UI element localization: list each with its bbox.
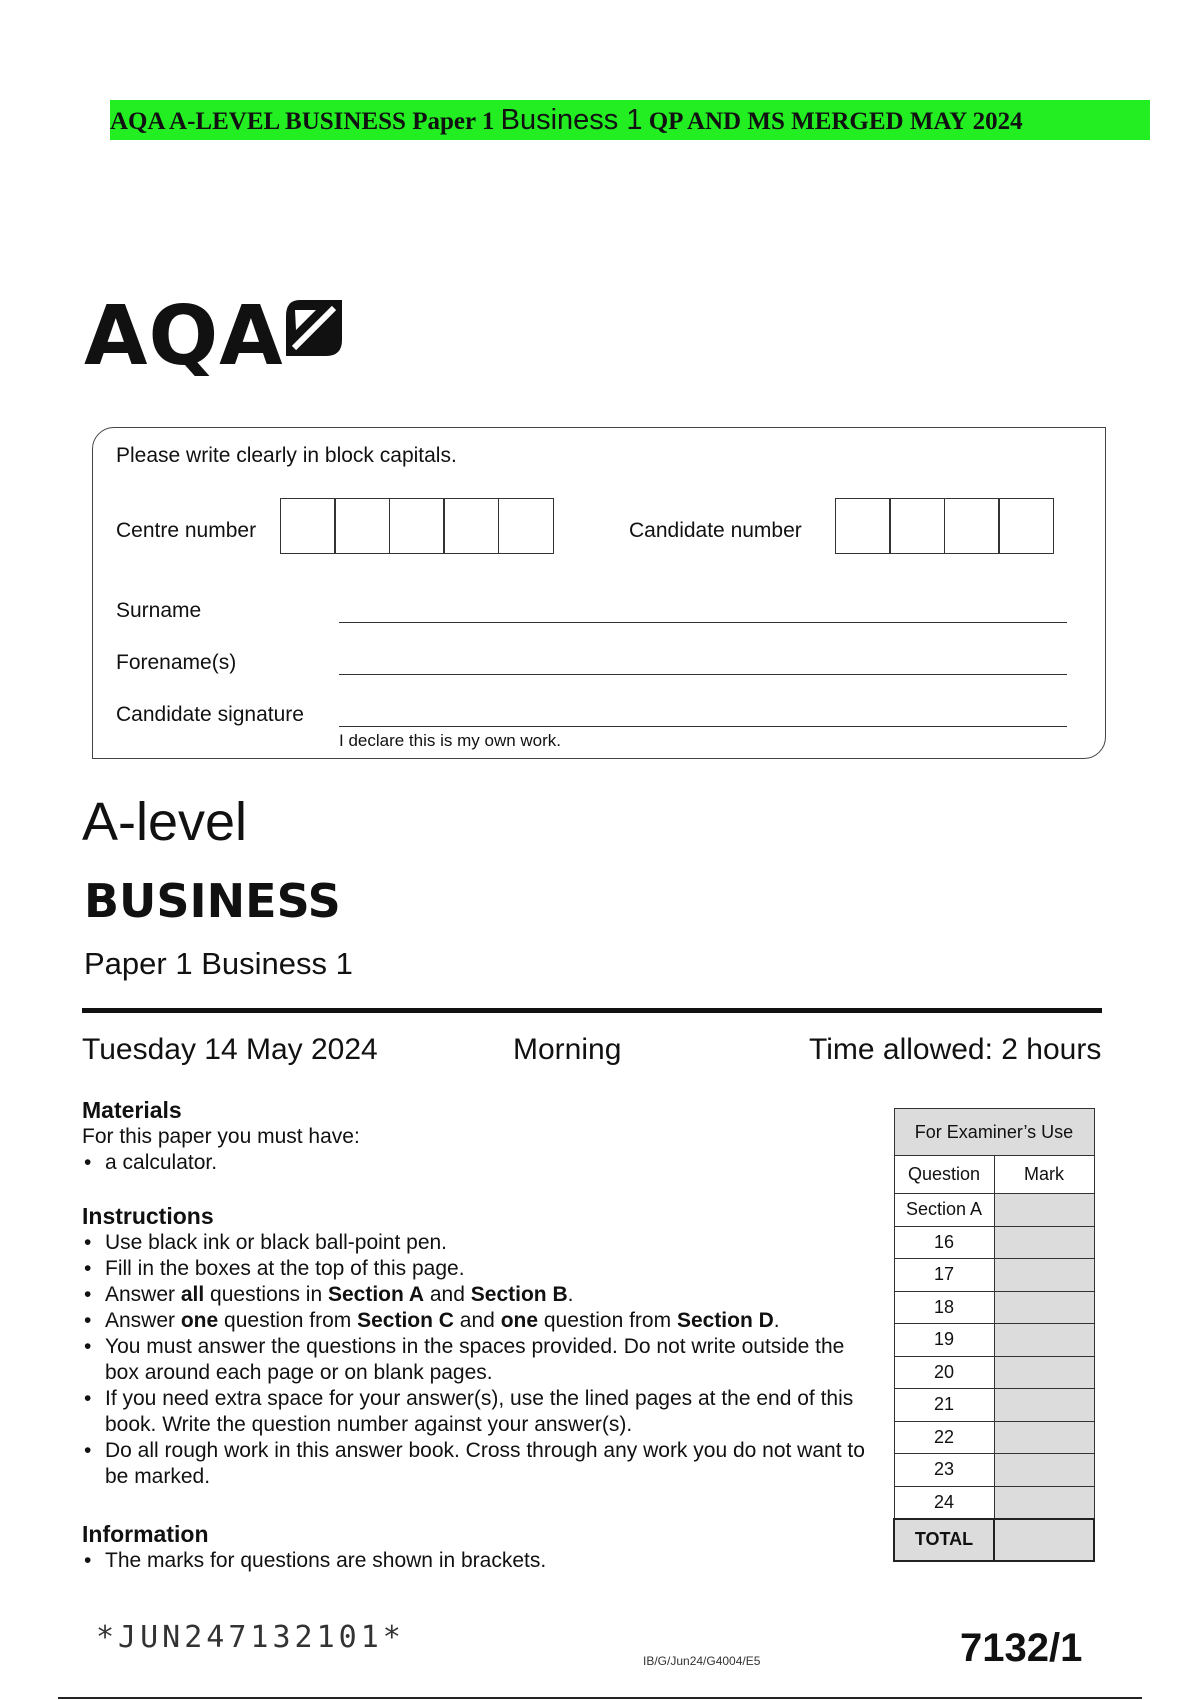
table-row: Section A xyxy=(894,1194,1094,1227)
mark-cell xyxy=(994,1226,1094,1259)
materials-item: • a calculator. xyxy=(82,1150,862,1176)
surname-label: Surname xyxy=(116,599,202,622)
mark-cell xyxy=(994,1291,1094,1324)
mark-cell xyxy=(994,1356,1094,1389)
information-item: • The marks for questions are shown in brackets. xyxy=(82,1548,862,1574)
table-row: 23 xyxy=(894,1454,1094,1487)
instructions-section xyxy=(82,1203,872,1490)
table-row: 20 xyxy=(894,1356,1094,1389)
time-allowed: Time allowed: 2 hours xyxy=(809,1033,1102,1066)
centre-number-label: Centre number xyxy=(116,519,257,542)
total-label: TOTAL xyxy=(894,1519,994,1561)
instruction-item: • You must answer the questions in the spaces provided. Do not write outside the box around each page or on blank pages. xyxy=(82,1334,872,1386)
instruction-item: • If you need extra space for your answer(s), use the lined pages at the end of this book. Write the question number against your answer(s). xyxy=(82,1386,872,1438)
table-row: 19 xyxy=(894,1324,1094,1357)
forenames-field[interactable] xyxy=(339,674,1067,675)
total-row xyxy=(894,1519,1094,1561)
instruction-item: • Fill in the boxes at the top of this page. xyxy=(82,1256,872,1282)
centre-digit-box[interactable] xyxy=(389,498,445,554)
mark-cell xyxy=(994,1324,1094,1357)
instruction-item: • Answer all questions in Section A and Section B. xyxy=(82,1282,872,1308)
mark-cell xyxy=(994,1259,1094,1292)
candidate-digit-box[interactable] xyxy=(998,498,1054,554)
materials-section xyxy=(82,1097,862,1176)
table-row: 24 xyxy=(894,1486,1094,1519)
banner-title-part2: Business 1 xyxy=(500,104,643,136)
candidate-digit-box[interactable] xyxy=(889,498,945,554)
table-row: 16 xyxy=(894,1226,1094,1259)
materials-intro: For this paper you must have: xyxy=(82,1125,360,1148)
signature-field[interactable] xyxy=(339,726,1067,727)
reference-code: IB/G/Jun24/G4004/E5 xyxy=(643,1654,761,1668)
mark-cell xyxy=(994,1454,1094,1487)
surname-field[interactable] xyxy=(339,622,1067,623)
centre-digit-box[interactable] xyxy=(280,498,336,554)
mark-cell xyxy=(994,1389,1094,1422)
candidate-number-label: Candidate number xyxy=(629,519,802,542)
instructions-heading: Instructions xyxy=(82,1203,214,1229)
signature-label: Candidate signature xyxy=(116,703,304,726)
exam-subject: BUSINESS xyxy=(84,874,341,928)
materials-heading: Materials xyxy=(82,1097,182,1123)
exam-session: Morning xyxy=(513,1033,622,1066)
title-banner xyxy=(110,100,1150,140)
table-row: 21 xyxy=(894,1389,1094,1422)
instruction-item: • Do all rough work in this answer book. Cross through any work you do not want to be marked. xyxy=(82,1438,872,1490)
candidate-digit-box[interactable] xyxy=(835,498,891,554)
information-heading: Information xyxy=(82,1521,209,1547)
examiners-use-table xyxy=(893,1108,1095,1562)
candidate-number-boxes[interactable] xyxy=(836,498,1054,554)
total-mark-cell xyxy=(994,1519,1094,1561)
instruction-item: • Use black ink or black ball-point pen. xyxy=(82,1230,872,1256)
exam-level: A-level xyxy=(82,792,248,852)
instruction-item: • Answer one question from Section C and one question from Section D. xyxy=(82,1308,872,1334)
declaration-text: I declare this is my own work. xyxy=(339,731,562,750)
exam-paper: Paper 1 Business 1 xyxy=(84,946,353,981)
candidate-digit-box[interactable] xyxy=(944,498,1000,554)
barcode-text: *JUN247132101* xyxy=(96,1620,405,1655)
mark-cell xyxy=(994,1194,1094,1227)
forenames-label: Forename(s) xyxy=(116,651,237,674)
footer-divider xyxy=(58,1697,1142,1699)
divider xyxy=(82,1008,1102,1013)
banner-title-part3: QP AND MS MERGED MAY 2024 xyxy=(648,108,1023,135)
centre-number-boxes[interactable] xyxy=(281,498,554,554)
aqa-logo-mark-icon xyxy=(286,300,342,356)
column-header-question: Question xyxy=(894,1156,994,1194)
exam-date: Tuesday 14 May 2024 xyxy=(82,1033,378,1066)
information-section xyxy=(82,1521,862,1574)
centre-digit-box[interactable] xyxy=(334,498,390,554)
mark-cell xyxy=(994,1486,1094,1519)
mark-cell xyxy=(994,1421,1094,1454)
form-instruction: Please write clearly in block capitals. xyxy=(116,444,457,467)
column-header-mark: Mark xyxy=(994,1156,1094,1194)
centre-digit-box[interactable] xyxy=(443,498,499,554)
banner-title-part1: AQA A-LEVEL BUSINESS Paper 1 xyxy=(110,108,495,135)
table-row: 18 xyxy=(894,1291,1094,1324)
centre-digit-box[interactable] xyxy=(498,498,554,554)
table-row: 22 xyxy=(894,1421,1094,1454)
paper-code: 7132/1 xyxy=(960,1626,1083,1670)
aqa-logo: AQA xyxy=(84,289,284,384)
examiners-use-title: For Examiner’s Use xyxy=(894,1109,1094,1156)
table-row: 17 xyxy=(894,1259,1094,1292)
